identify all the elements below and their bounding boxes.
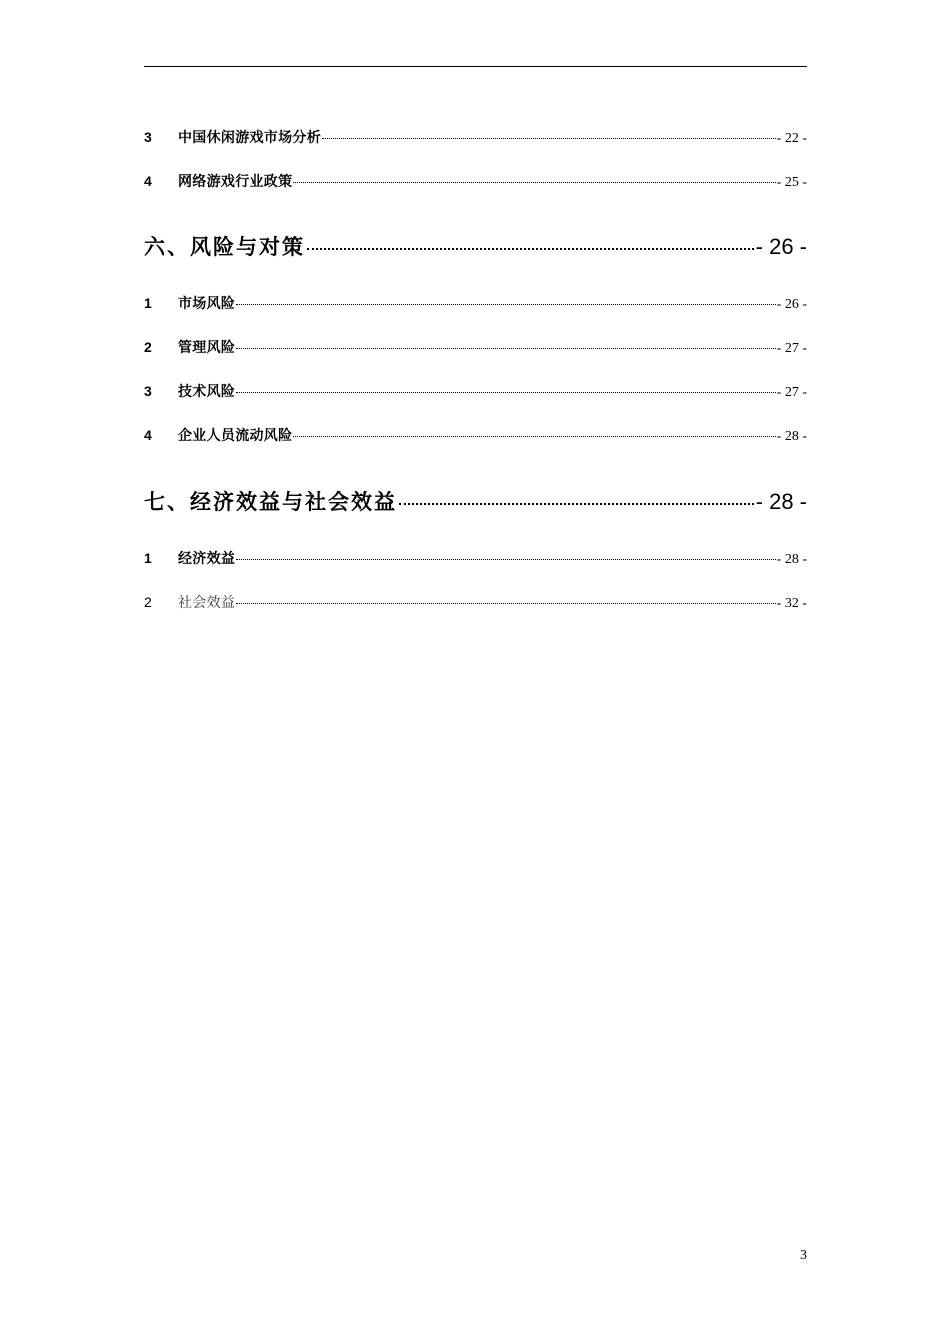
dot-leader [236,348,775,349]
dot-leader [322,138,776,139]
toc-entry-title: 网络游戏行业政策 [178,174,293,190]
dot-leader [236,392,775,393]
dot-leader [307,248,754,250]
toc-entry-title: 市场风险 [178,296,236,312]
toc-entry[interactable] [144,171,807,191]
toc-entry-page: - 32 - [776,596,807,611]
toc-chapter-heading[interactable] [144,231,807,261]
toc-entry[interactable] [144,337,807,357]
toc-entry-page: - 26 - [776,297,807,312]
dot-leader [399,503,754,505]
dot-leader [236,559,775,560]
page-number: 3 [800,1248,807,1263]
chapter-page: - 26 - [755,234,807,259]
chapter-title: 六、风险与对策 [144,234,305,259]
toc-entry-number: 1 [144,550,152,566]
header-rule [144,66,807,67]
chapter-title: 七、经济效益与社会效益 [144,489,397,514]
toc-entry-number: 4 [144,173,152,189]
toc-entry-number: 3 [144,129,152,145]
toc-entry-title: 社会效益 [178,595,236,611]
toc-entry-title: 经济效益 [178,551,236,567]
toc-entry-title: 中国休闲游戏市场分析 [178,130,321,146]
toc-entry-number: 2 [144,339,152,355]
toc-entry[interactable] [144,425,807,445]
dot-leader [293,436,775,437]
toc-entry-page: - 28 - [776,552,807,567]
toc-chapter-heading[interactable] [144,486,807,516]
toc-entry[interactable] [144,381,807,401]
toc-entry-page: - 27 - [776,341,807,356]
chapter-page: - 28 - [755,489,807,514]
dot-leader [293,182,775,183]
toc-entry-title: 企业人员流动风险 [178,428,293,444]
toc-entry-page: - 25 - [776,175,807,190]
toc-entry[interactable] [144,293,807,313]
dot-leader [236,603,775,604]
toc-entry[interactable] [144,127,807,147]
toc-entry-number: 2 [144,594,152,610]
toc-entry-number: 4 [144,427,152,443]
toc-entry-title: 技术风险 [178,384,236,400]
toc-entry-number: 3 [144,383,152,399]
toc-entry-page: - 27 - [776,385,807,400]
toc-entry[interactable] [144,592,807,612]
dot-leader [236,304,775,305]
toc-entry[interactable] [144,548,807,568]
toc-entry-page: - 22 - [776,131,807,146]
toc-entry-page: - 28 - [776,429,807,444]
toc-entry-title: 管理风险 [178,340,236,356]
toc-entry-number: 1 [144,295,152,311]
